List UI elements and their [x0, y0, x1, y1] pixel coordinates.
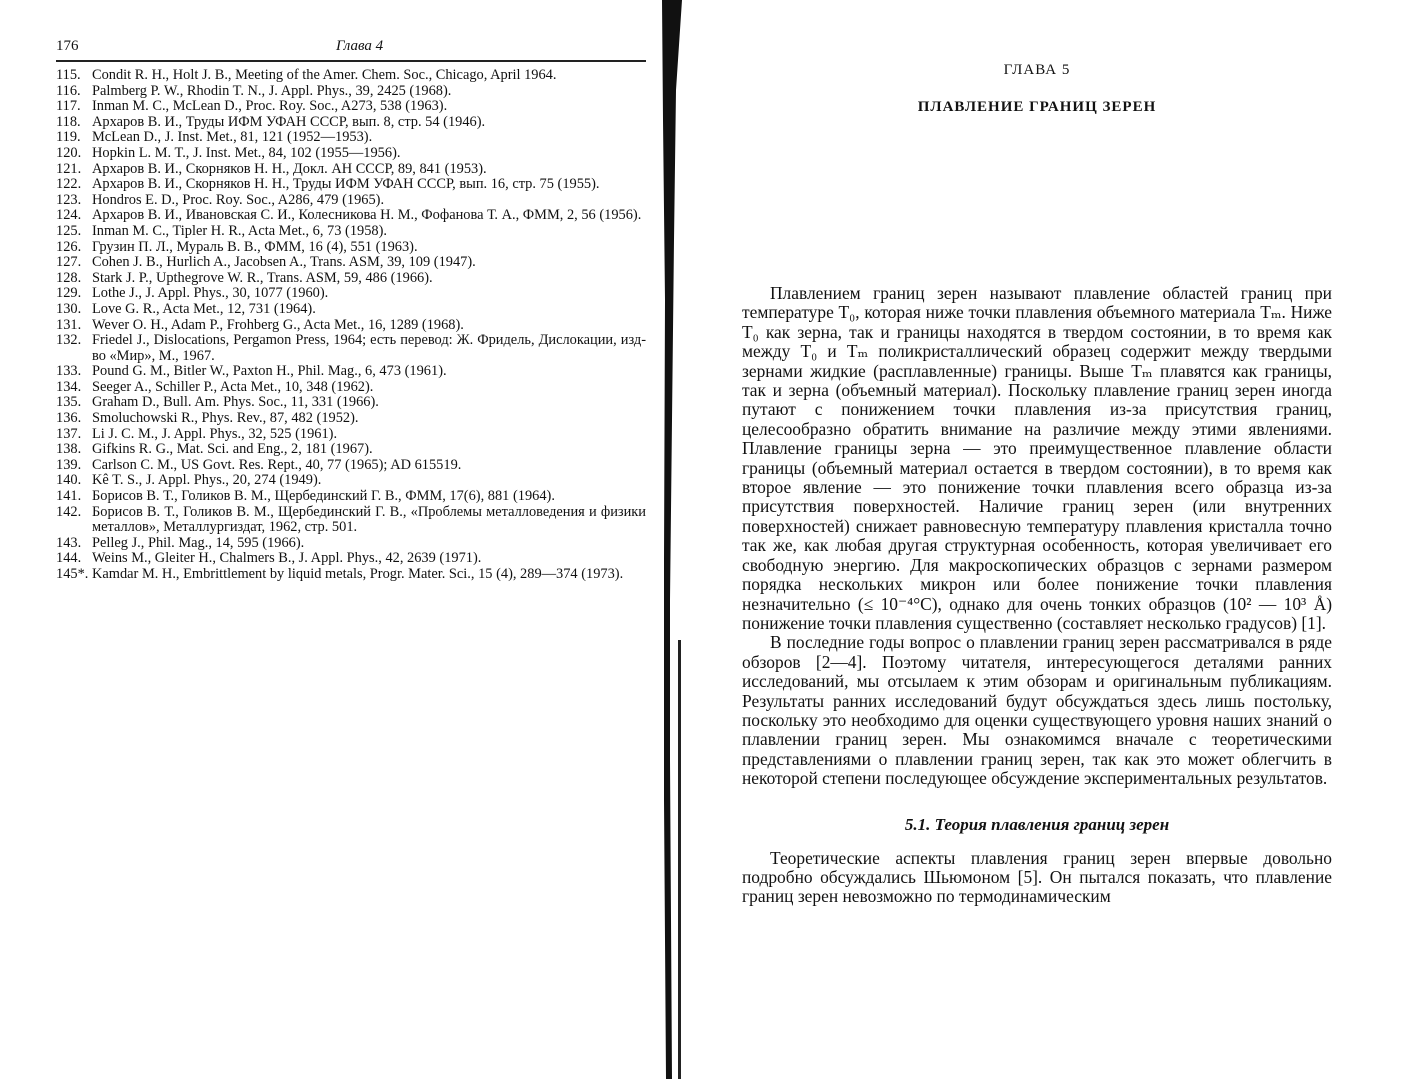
reference-item	[56, 567, 646, 583]
reference-number: 115.	[56, 67, 81, 83]
reference-number: 145*.	[56, 566, 89, 582]
reference-text: Li J. C. M., J. Appl. Phys., 32, 525 (1961).	[92, 425, 338, 442]
reference-item	[56, 146, 646, 162]
header-rule	[56, 60, 646, 62]
reference-number: 133.	[56, 363, 82, 380]
reference-item	[56, 84, 646, 100]
reference-text: Архаров В. И., Скорняков Н. Н., Труды ИФМ УФАН СССР, вып. 16, стр. 75 (1955).	[92, 176, 600, 193]
reference-item	[56, 99, 646, 115]
chapter-body	[742, 284, 1332, 907]
reference-item	[56, 427, 646, 443]
reference-number: 137.	[56, 425, 82, 442]
reference-number: 131.	[56, 316, 82, 333]
reference-number: 123.	[56, 191, 82, 208]
paragraph-2: В последние годы вопрос о плавлении границ зерен рассматривался в ряде обзоров [2—4]. Поэтому читателя, интересующегося деталями ранних исследований, мы отсылаем к этим обзорам и оригинальным публикациям. Результаты ранних исследований будут обсуждаться здесь лишь постольку, поскольку это необходимо для оценки существующего уровня наших знаний о плавлении границ зерен. Мы ознакомимся вначале с теоретическими представлениями о плавлении границ зерен, так как это может облегчить в некоторой степени последующее обсуждение экспериментальных результатов.	[742, 632, 1332, 789]
book-spine-shadow	[652, 0, 688, 1079]
reference-text: Lothe J., J. Appl. Phys., 30, 1077 (1960).	[92, 285, 329, 302]
reference-number: 126.	[56, 238, 82, 255]
chapter-title: ПЛАВЛЕНИЕ ГРАНИЦ ЗЕРЕН	[917, 99, 1157, 115]
reference-item	[56, 333, 646, 364]
reference-list	[56, 68, 646, 583]
reference-item	[56, 458, 646, 474]
reference-item	[56, 395, 646, 411]
reference-number: 135.	[56, 394, 82, 411]
reference-text: Weins M., Gleiter H., Chalmers B., J. Appl. Phys., 42, 2639 (1971).	[92, 550, 482, 567]
reference-text: Hopkin L. M. T., J. Inst. Met., 84, 102 (1955—1956).	[92, 144, 401, 161]
reference-text: Архаров В. И., Скорняков Н. Н., Докл. АН СССР, 89, 841 (1953).	[92, 160, 487, 177]
reference-item	[56, 380, 646, 396]
reference-item	[56, 271, 646, 287]
reference-text: Архаров В. И., Ивановская С. И., Колесникова Н. М., Фофанова Т. А., ФММ, 2, 56 (1956).	[92, 207, 642, 224]
running-head: Глава 4	[336, 38, 384, 54]
reference-text: McLean D., J. Inst. Met., 81, 121 (1952—1953).	[92, 129, 373, 146]
reference-item	[56, 318, 646, 334]
reference-text: Kê T. S., J. Appl. Phys., 20, 274 (1949).	[92, 472, 322, 489]
reference-item	[56, 208, 646, 224]
reference-number: 125.	[56, 222, 82, 239]
reference-item	[56, 177, 646, 193]
reference-number: 120.	[56, 144, 82, 161]
reference-item	[56, 115, 646, 131]
reference-item	[56, 130, 646, 146]
reference-number: 117.	[56, 98, 81, 115]
reference-text: Palmberg P. W., Rhodin T. N., J. Appl. Phys., 39, 2425 (1968).	[92, 82, 452, 99]
reference-number: 141.	[56, 488, 82, 505]
reference-number: 132.	[56, 332, 82, 349]
section-paragraph: Теоретические аспекты плавления границ зерен впервые довольно подробно обсуждались Шьюмоном [5]. Он пытался показать, что плавление границ зерен невозможно по термодинамическим	[742, 847, 1332, 907]
reference-item	[56, 489, 646, 505]
reference-item	[56, 162, 646, 178]
reference-text: Борисов В. Т., Голиков В. М., Щербединский Г. В., ФММ, 17(6), 881 (1964).	[92, 488, 555, 505]
reference-item	[56, 255, 646, 271]
reference-text: Pelleg J., Phil. Mag., 14, 595 (1966).	[92, 534, 305, 551]
left-page-header	[56, 36, 646, 58]
reference-text: Hondros E. D., Proc. Roy. Soc., A286, 479 (1965).	[92, 191, 385, 208]
reference-text: Грузин П. Л., Мураль В. В., ФММ, 16 (4), 551 (1963).	[92, 238, 418, 255]
reference-number: 139.	[56, 456, 82, 473]
reference-number: 134.	[56, 378, 82, 395]
reference-number: 136.	[56, 410, 82, 427]
reference-item	[56, 536, 646, 552]
reference-number: 138.	[56, 441, 82, 458]
reference-text: Inman M. C., McLean D., Proc. Roy. Soc., A273, 538 (1963).	[92, 98, 448, 115]
reference-item	[56, 302, 646, 318]
page-number: 176	[56, 38, 79, 54]
reference-text: Wever O. H., Adam P., Frohberg G., Acta Met., 16, 1289 (1968).	[92, 316, 464, 333]
right-page	[742, 58, 1332, 907]
reference-item	[56, 442, 646, 458]
reference-text: Smoluchowski R., Phys. Rev., 87, 482 (1952).	[92, 410, 359, 427]
reference-number: 116.	[56, 82, 81, 99]
reference-item	[56, 193, 646, 209]
reference-text: Carlson C. M., US Govt. Res. Rept., 40, 77 (1965); AD 615519.	[92, 456, 462, 473]
reference-item	[56, 224, 646, 240]
reference-item	[56, 364, 646, 380]
reference-text: Архаров В. И., Труды ИФМ УФАН СССР, вып. 8, стр. 54 (1946).	[92, 113, 486, 130]
reference-text: Inman M. C., Tipler H. R., Acta Met., 6, 73 (1958).	[92, 222, 387, 239]
reference-number: 140.	[56, 472, 82, 489]
reference-text: Condit R. H., Holt J. B., Meeting of the Amer. Chem. Soc., Chicago, April 1964.	[92, 67, 557, 83]
reference-text: Gifkins R. G., Mat. Sci. and Eng., 2, 181 (1967).	[92, 441, 373, 458]
reference-number: 144.	[56, 550, 82, 567]
reference-item	[56, 240, 646, 256]
reference-item	[56, 68, 646, 84]
reference-number: 129.	[56, 285, 82, 302]
reference-number: 128.	[56, 269, 82, 286]
reference-item	[56, 505, 646, 536]
section-title: 5.1. Теория плавления границ зерен	[904, 814, 1170, 834]
reference-item	[56, 411, 646, 427]
paragraph-1: Плавлением границ зерен называют плавление областей границ при температуре T₀, которая ниже точки плавления объемного материала Tₘ. Ниже T₀ как зерна, так и границы находятся в твердом состоянии, в то время как между T₀ и Tₘ поликристаллический образец содержит между твердыми зернами жидкие (расплавленные) границы. Выше Tₘ плавятся как границы, так и зерна (объемный материал). Поскольку плавление границ зерен иногда путают с понижением точки плавления из-за присутствия границ, целесообразно обратить внимание на различие между этими явлениями. Плавление границы зерна — это преимущественное плавление области границы (объемный материал остается в твердом состоянии), в то время как второе явление — это понижение точки плавления всего образца из-за присутствия поверхностей. Наличие границ зерен (или внутренних поверхностей) снижает равновесную температуру плавления кристалла точно так же, как любая другая структурная особенность, которая увеличивает его свободную энергию. Для макроскопических образцов с зернами размером порядка нескольких микрон или более понижение точки плавления незначительно (≤ 10⁻⁴°C), однако для очень тонких образцов (10² — 10³ Å) понижение точки плавления существенно (составляет несколько градусов) [1].	[742, 283, 1332, 633]
reference-text: Stark J. P., Upthegrove W. R., Trans. ASM, 59, 486 (1966).	[92, 269, 433, 286]
reference-text: Love G. R., Acta Met., 12, 731 (1964).	[92, 300, 316, 317]
reference-item	[56, 286, 646, 302]
reference-number: 118.	[56, 113, 81, 130]
reference-text: Kamdar M. H., Embrittlement by liquid metals, Progr. Mater. Sci., 15 (4), 289—374 (1973).	[92, 566, 624, 582]
reference-number: 121.	[56, 160, 82, 177]
reference-item	[56, 473, 646, 489]
chapter-label: ГЛАВА 5	[1003, 62, 1071, 78]
reference-text: Борисов В. Т., Голиков В. М., Щербединский Г. В., «Проблемы металловедения и физики металлов», Металлургиздат, 1962, стр. 501.	[92, 503, 646, 536]
reference-text: Seeger A., Schiller P., Acta Met., 10, 348 (1962).	[92, 378, 374, 395]
reference-text: Graham D., Bull. Am. Phys. Soc., 11, 331 (1966).	[92, 394, 379, 411]
reference-number: 142.	[56, 503, 82, 520]
reference-number: 122.	[56, 176, 82, 193]
reference-number: 143.	[56, 534, 82, 551]
reference-item	[56, 551, 646, 567]
reference-text: Friedel J., Dislocations, Pergamon Press, 1964; есть перевод: Ж. Фридель, Дислокации, изд-во «Мир», М., 1967.	[92, 332, 646, 364]
reference-number: 130.	[56, 300, 82, 317]
reference-text: Pound G. M., Bitler W., Paxton H., Phil. Mag., 6, 473 (1961).	[92, 363, 447, 380]
reference-number: 124.	[56, 207, 82, 224]
left-page	[56, 36, 646, 583]
reference-number: 119.	[56, 129, 81, 146]
reference-number: 127.	[56, 254, 82, 271]
reference-text: Cohen J. B., Hurlich A., Jacobsen A., Trans. ASM, 39, 109 (1947).	[92, 254, 476, 271]
